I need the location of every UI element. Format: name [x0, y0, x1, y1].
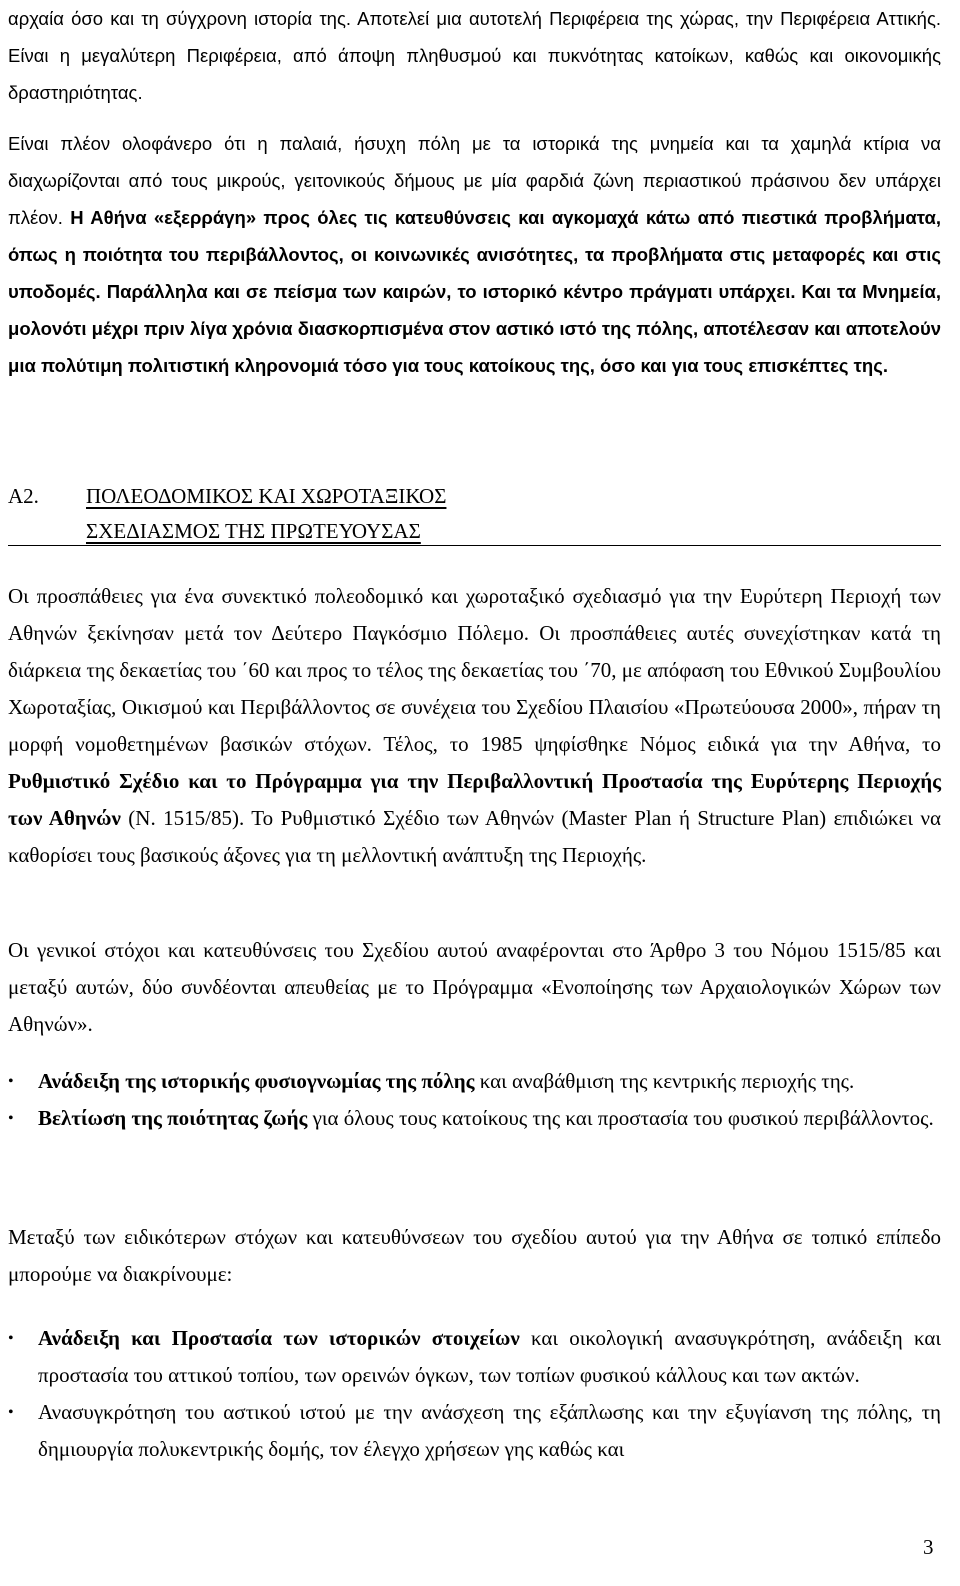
list-item-text: Ανασυγκρότηση του αστικού ιστού με την ανάσχεση της εξάπλωσης και την εξυγίανση της πόλης, τη δημιουργία πολυκεντρικής δομής, τον έλεγχο χρήσεων γης καθώς και	[38, 1400, 941, 1461]
bullet-icon: •	[8, 1330, 14, 1347]
list-item	[8, 1063, 941, 1100]
bullet-icon: •	[8, 1073, 14, 1090]
list-item	[8, 1320, 941, 1394]
city-text: Είναι πλέον ολοφάνερο ότι η παλαιά, ήσυχη πόλη με τα ιστορικά της μνημεία και τα χαμηλά κτίρια να διαχωρίζονται από τους μικρούς, γειτονικούς δήμους με μία φαρδιά ζώνη περιαστικού πράσινου δεν υπάρχει πλέον.	[8, 133, 941, 228]
list-item-text: και αναβάθμιση της κεντρικής περιοχής της.	[474, 1069, 855, 1093]
bullet-icon: •	[8, 1110, 14, 1127]
list-item-bold: Ανάδειξη και Προστασία των ιστορικών στοιχείων	[38, 1326, 520, 1350]
list-item	[8, 1100, 941, 1137]
efforts-text-1: Οι προσπάθειες για ένα συνεκτικό πολεοδομικό και χωροταξικό σχεδιασμό για την Ευρύτερη Περιοχή των Αθηνών ξεκίνησαν μετά τον Δεύτερο Παγκόσμιο Πόλεμο. Οι προσπάθειες αυτές συνεχίστηκαν κατά τη διάρκεια της δεκαετίας του ΄60 και προς το τέλος της δεκαετίας του ΄70, με απόφαση του Εθνικού Συμβουλίου Χωροταξίας, Οικισμού και Περιβάλλοντος σε συνέχεια του Σχεδίου Πλαισίου «Πρωτεύουσα 2000», πήραν τη μορφή νομοθετημένων βασικών στόχων. Τέλος, το 1985 ψηφίσθηκε Νόμος ειδικά για την Αθήνα, το	[8, 584, 941, 756]
section-title	[86, 479, 446, 549]
goals-paragraph	[8, 932, 941, 1043]
list-item-text: και οικολογική ανασυγκρότηση, ανάδειξη και προστασία του αττικού τοπίου, των ορεινών όγκων, των τοπίων φυσικού κάλλους και των ακτών.	[38, 1326, 941, 1387]
city-paragraph	[8, 125, 941, 384]
section-title-line2: ΣΧΕΔΙΑΣΜΟΣ ΤΗΣ ΠΡΩΤΕΥΟΥΣΑΣ	[86, 519, 421, 543]
section-number: Α2.	[8, 484, 39, 508]
specific-goals-list	[8, 1320, 941, 1468]
bullet-icon: •	[8, 1404, 14, 1421]
specific-text: Μεταξύ των ειδικότερων στόχων και κατευθύνσεων του σχεδίου αυτού για την Αθήνα σε τοπικό επίπεδο μπορούμε να διακρίνουμε:	[8, 1225, 941, 1286]
city-bold-text: Η Αθήνα «εξερράγη» προς όλες τις κατευθύνσεις και αγκομαχά κάτω από πιεστικά προβλήματα, όπως η ποιότητα του περιβάλλοντος, οι κοινωνικές ανισότητες, τα προβλήματα στις μεταφορές και στις υποδομές. Παράλληλα και σε πείσμα των καιρών, το ιστορικό κέντρο πράγματι υπάρχει. Και τα Μνημεία, μολονότι μέχρι πριν λίγα χρόνια διασκορπισμένα στον αστικό ιστό της πόλης, αποτέλεσαν και αποτελούν μια πολύτιμη πολιτιστική κληρονομιά τόσο για τους κατοίκους της, όσο και για τους επισκέπτες της.	[8, 207, 941, 376]
general-goals-list	[8, 1063, 941, 1137]
specific-paragraph	[8, 1219, 941, 1293]
efforts-text-2: (Ν. 1515/85). Το Ρυθμιστικό Σχέδιο των Αθηνών (Master Plan ή Structure Plan) επιδιώκει να καθορίσει τους βασικούς άξονες για τη μελλοντική ανάπτυξη της Περιοχής.	[8, 806, 941, 867]
efforts-paragraph	[8, 578, 941, 874]
list-item-bold: Ανάδειξη της ιστορικής φυσιογνωμίας της πόλης	[38, 1069, 475, 1093]
section-title-line1: ΠΟΛΕΟΔΟΜΙΚΟΣ ΚΑΙ ΧΩΡΟΤΑΞΙΚΟΣ	[86, 484, 447, 508]
efforts-bold-text: Ρυθμιστικό Σχέδιο και το Πρόγραμμα για την Περιβαλλοντική Προστασία της Ευρύτερης Περιοχής των Αθηνών	[8, 769, 941, 830]
section-divider	[8, 545, 941, 546]
goals-text: Οι γενικοί στόχοι και κατευθύνσεις του Σχεδίου αυτού αναφέρονται στο Άρθρο 3 του Νόμου 1515/85 και μεταξύ αυτών, δύο συνδέονται απευθείας με το Πρόγραμμα «Ενοποίησης των Αρχαιολογικών Χώρων των Αθηνών».	[8, 938, 941, 1036]
intro-paragraph	[8, 0, 941, 111]
list-item	[8, 1394, 941, 1468]
intro-text: αρχαία όσο και τη σύγχρονη ιστορία της. Αποτελεί μια αυτοτελή Περιφέρεια της χώρας, την Περιφέρεια Αττικής. Είναι η μεγαλύτερη Περιφέρεια, από άποψη πληθυσμού και πυκνότητας κατοίκων, καθώς και οικονομικής δραστηριότητας.	[8, 8, 941, 103]
list-item-bold: Βελτίωση της ποιότητας ζωής	[38, 1106, 308, 1130]
page-number: 3	[923, 1535, 934, 1559]
list-item-text: για όλους τους κατοίκους της και προστασία του φυσικού περιβάλλοντος.	[307, 1106, 934, 1130]
